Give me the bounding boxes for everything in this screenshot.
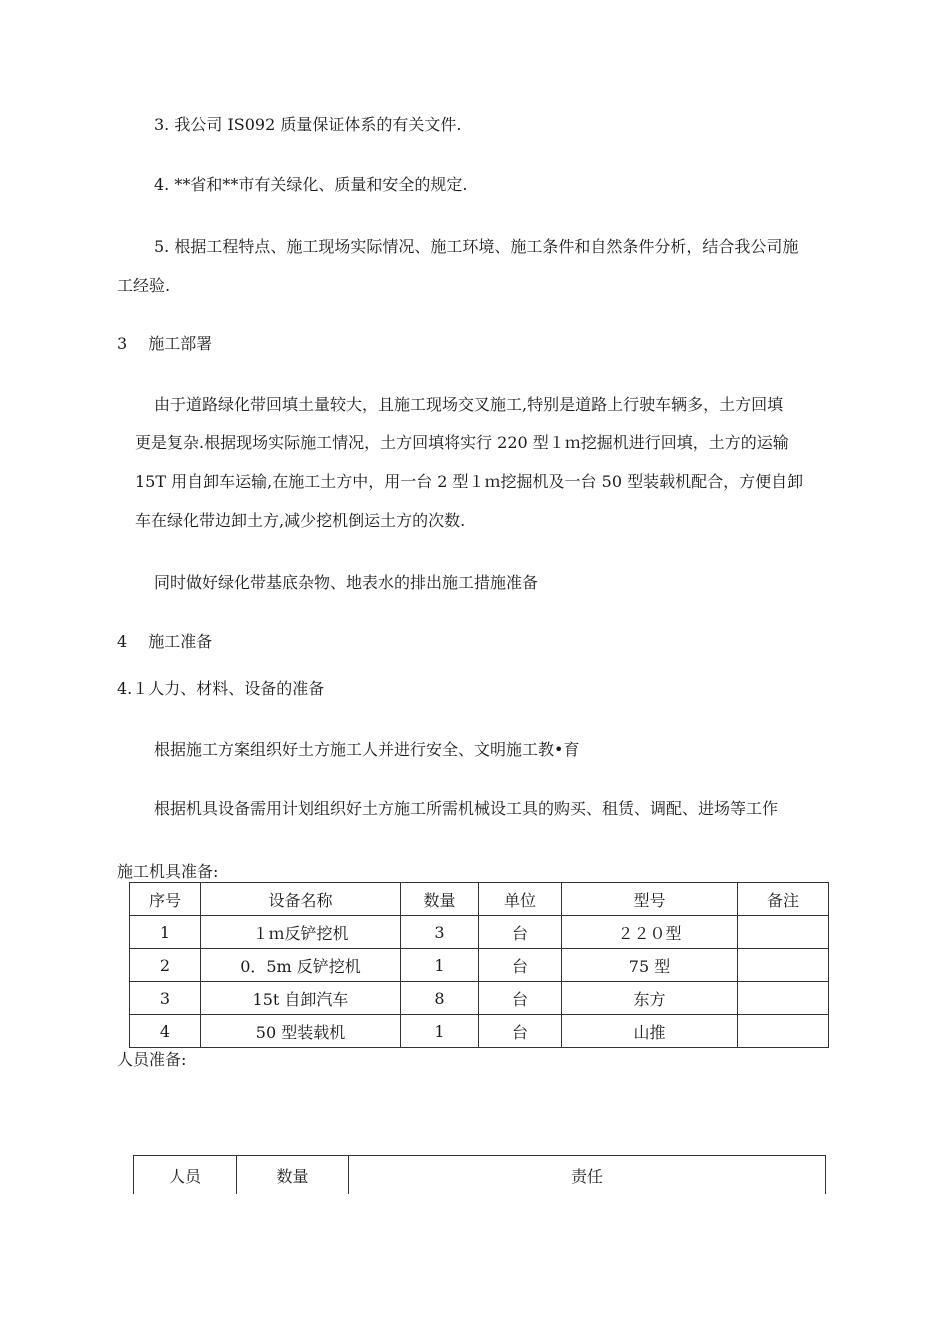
header-cell: 人员: [134, 1156, 237, 1195]
table-cell: ２２０型: [562, 916, 738, 949]
table-cell: １ｍ反铲挖机: [201, 916, 401, 949]
table-cell: 1: [130, 916, 201, 949]
table-cell: 台: [479, 982, 562, 1015]
table-cell: 台: [479, 916, 562, 949]
para-deployment-line1: 由于道路绿化带回填土量较大，且施工现场交叉施工,特别是道路上行驶车辆多，土方回填: [154, 395, 784, 414]
table-header-row: [130, 883, 829, 916]
table-cell: 1: [401, 1015, 479, 1048]
table-cell: 15t 自卸汽车: [201, 982, 401, 1015]
para-iso-docs: 3. 我公司 IS092 质量保证体系的有关文件.: [154, 115, 462, 134]
table-cell: 2: [130, 949, 201, 982]
para-organize-equipment: 根据机具设备需用计划组织好土方施工所需机械设工具的购买、租赁、调配、进场等工作: [154, 799, 779, 818]
para-basis-line2: 工经验.: [117, 276, 171, 295]
para-deployment-line4: 车在绿化带边卸土方,减少挖机倒运土方的次数.: [135, 511, 466, 530]
equipment-table: [129, 882, 829, 1048]
header-cell: 型号: [562, 883, 738, 916]
header-cell: 备注: [738, 883, 829, 916]
table-cell: [738, 1015, 829, 1048]
para-regulations: 4. **省和**市有关绿化、质量和安全的规定.: [154, 175, 468, 194]
table-cell: 3: [130, 982, 201, 1015]
header-cell: 序号: [130, 883, 201, 916]
staff-table: [133, 1155, 826, 1194]
para-drainage: 同时做好绿化带基底杂物、地表水的排出施工措施准备: [154, 573, 539, 592]
section-heading-preparation: 4 施工准备: [117, 632, 213, 651]
para-deployment-line2: 更是复杂.根据现场实际施工情况，土方回填将实行 220 型１ｍ挖掘机进行回填，土方的运输: [135, 433, 789, 452]
section-heading-deployment: 3 施工部署: [117, 334, 213, 353]
table-cell: 1: [401, 949, 479, 982]
para-deployment-line3: 15T 用自卸车运输,在施工土方中，用一台 2 型１ｍ挖掘机及一台 50 型装载机配合，方便自卸: [135, 472, 804, 491]
header-cell: 设备名称: [201, 883, 401, 916]
table-cell: [738, 949, 829, 982]
table-header-row: [134, 1156, 826, 1195]
table-cell: 0．5m 反铲挖机: [201, 949, 401, 982]
table-row: [130, 949, 829, 982]
table-cell: [738, 982, 829, 1015]
table-cell: 75 型: [562, 949, 738, 982]
header-cell: 数量: [237, 1156, 349, 1195]
header-cell: 数量: [401, 883, 479, 916]
table-cell: 台: [479, 949, 562, 982]
table-row: [130, 982, 829, 1015]
subsection-heading-resources: 4.１人力、材料、设备的准备: [117, 679, 325, 698]
equipment-table-caption: 施工机具准备:: [117, 862, 219, 881]
staff-table-caption: 人员准备:: [117, 1050, 187, 1069]
header-cell: 单位: [479, 883, 562, 916]
header-cell: 责任: [349, 1156, 826, 1195]
table-row: [130, 916, 829, 949]
table-cell: 50 型装载机: [201, 1015, 401, 1048]
para-basis-line1: 5. 根据工程特点、施工现场实际情况、施工环境、施工条件和自然条件分析，结合我公司施: [154, 237, 799, 256]
table-cell: 3: [401, 916, 479, 949]
table-cell: 山推: [562, 1015, 738, 1048]
table-cell: [738, 916, 829, 949]
table-cell: 8: [401, 982, 479, 1015]
table-cell: 4: [130, 1015, 201, 1048]
table-row: [130, 1015, 829, 1048]
table-cell: 东方: [562, 982, 738, 1015]
para-organize-staff: 根据施工方案组织好土方施工人并进行安全、文明施工教•育: [154, 740, 580, 759]
table-cell: 台: [479, 1015, 562, 1048]
